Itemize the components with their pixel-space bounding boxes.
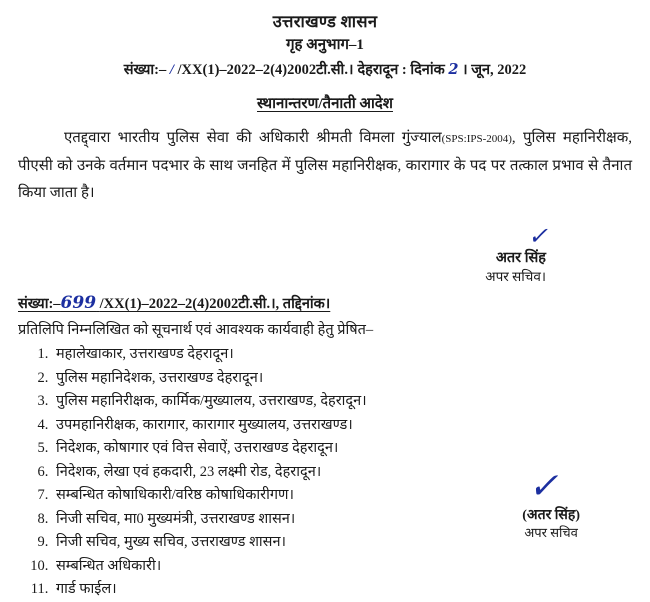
date-handwritten: 2 [448,60,459,78]
list-item: 7. सम्बन्धित कोषाधिकारी/वरिष्ठ कोषाधिकारीगण। [52,484,632,507]
letter-number-label: संख्या:– [123,61,167,78]
date-rest: । जून, 2022 [462,61,527,78]
letter-number-rest: /XX(1)–2022–2(4)2002टी.सी.। [177,61,354,78]
place-date-label: देहरादून : दिनांक [357,61,445,78]
signature-scribble-bottom: ✓ [528,465,556,507]
list-item: 2. पुलिस महानिदेशक, उत्तराखण्ड देहरादून। [52,367,632,390]
list-item: 8. निजी सचिव, मा0 मुख्यमंत्री, उत्तराखण्ड शासन। [52,508,632,531]
signatory-designation-bottom: अपर सचिव [524,525,578,541]
list-item: 9. निजी सचिव, मुख्य सचिव, उत्तराखण्ड शासन। [52,531,632,554]
government-title: उत्तराखण्ड शासन [272,12,378,31]
letter-number-handwritten: / [169,61,174,78]
copy-to-line: प्रतिलिपि निम्नलिखित को सूचनार्थ एवं आवश्यक कार्यवाही हेतु प्रेषित– [18,322,374,339]
letter-number-line [124,60,354,81]
signatory-name-top: अतर सिंह [495,250,546,267]
list-item: 11. गार्ड फाईल। [52,578,632,601]
list-item: 10. सम्बन्धित अधिकारी। [52,555,632,578]
endorsement-label: संख्या:– [18,296,61,313]
signature-block-bottom [522,467,580,542]
endorsement-number-handwritten: 699 [60,293,97,314]
endorsement-number-line [18,293,632,313]
subject-heading: स्थानान्तरण/तैनाती आदेश [257,95,393,112]
sps-reference: (SPS:IPS-2004) [441,132,512,145]
place-date-line [357,59,526,81]
signature-block-top [18,224,632,287]
endorsement-number-rest: /XX(1)–2022–2(4)2002टी.सी.।, तद्दिनांक। [99,296,331,313]
body-text-part-1: एतद्द्वारा भारतीय पुलिस सेवा की अधिकारी श्रीमती विमला गुंज्याल [64,129,442,146]
body-text-part-2: , पुलिस महानिरीक्षक, पीएसी को उनके वर्तमान पदभार के साथ जनहित में पुलिस महानिरीक्षक, कारागार के पद पर तत्काल प्रभाव से तैनात किया जाता है। [18,129,632,202]
signatory-designation-top: अपर सचिव। [485,269,546,285]
list-item: 6. निदेशक, लेखा एवं हकदारी, 23 लक्ष्मी रोड, देहरादून। [52,461,632,484]
department-line: गृह अनुभाग–1 [286,36,364,53]
list-item: 5. निदेशक, कोषागार एवं वित्त सेवाऐं, उत्तराखण्ड देहरादून। [52,437,632,460]
body-paragraph [18,125,632,208]
signature-scribble-top: ✓ [527,222,546,251]
document-header [18,10,632,81]
list-item: 4. उपमहानिरीक्षक, कारागार, कारागार मुख्यालय, उत्तराखण्ड। [52,414,632,437]
signatory-name-bottom: (अतर सिंह) [522,507,580,523]
list-item: 3. पुलिस महानिरीक्षक, कार्मिक/मुख्यालय, उत्तराखण्ड, देहरादून। [52,390,632,413]
list-item: 1. महालेखाकार, उत्तराखण्ड देहरादून। [52,343,632,366]
